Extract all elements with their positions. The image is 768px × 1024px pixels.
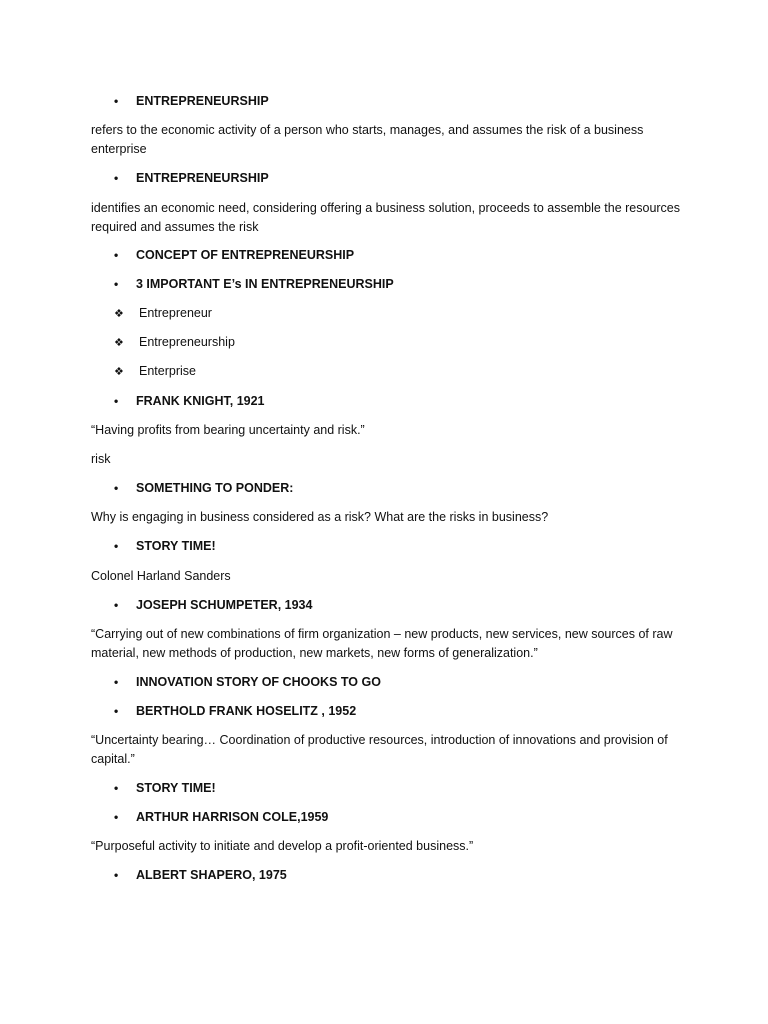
bullet-heading: [114, 275, 394, 294]
heading-text: BERTHOLD FRANK HOSELITZ , 1952: [136, 704, 357, 718]
bullet-icon: •: [114, 675, 119, 689]
paragraph: risk: [91, 452, 111, 466]
paragraph: Why is engaging in business considered as a risk? What are the risks in business?: [91, 510, 549, 524]
paragraph: Colonel Harland Sanders: [91, 569, 231, 583]
heading-text: STORY TIME!: [136, 781, 216, 795]
bullet-icon: •: [114, 539, 119, 553]
paragraph: refers to the economic activity of a person who starts, manages, and assumes the risk of a business enterprise: [91, 123, 644, 156]
heading-text: INNOVATION STORY OF CHOOKS TO GO: [136, 675, 381, 689]
diamond-list-item: [114, 304, 212, 324]
heading-text: JOSEPH SCHUMPETER, 1934: [136, 598, 313, 612]
bullet-icon: •: [114, 598, 119, 612]
heading-text: SOMETHING TO PONDER:: [136, 481, 294, 495]
heading-text: FRANK KNIGHT, 1921: [136, 394, 265, 408]
diamond-bullet-icon: ❖: [114, 337, 124, 349]
bullet-heading: [114, 866, 287, 885]
heading-text: STORY TIME!: [136, 539, 216, 553]
quote-paragraph: “Uncertainty bearing… Coordination of productive resources, introduction of innovations and provision of capital.”: [91, 733, 668, 766]
bullet-icon: •: [114, 394, 119, 408]
bullet-heading: [114, 673, 381, 692]
bullet-icon: •: [114, 810, 119, 824]
bullet-icon: •: [114, 94, 119, 108]
bullet-heading: [114, 779, 216, 798]
heading-text: ARTHUR HARRISON COLE,1959: [136, 810, 329, 824]
list-item-text: Entrepreneurship: [139, 335, 235, 349]
bullet-heading: [114, 392, 265, 411]
heading-text: 3 IMPORTANT E’s IN ENTREPRENEURSHIP: [136, 277, 394, 291]
list-item-text: Entrepreneur: [139, 306, 212, 320]
bullet-heading: [114, 246, 354, 265]
diamond-bullet-icon: ❖: [114, 366, 124, 378]
bullet-icon: •: [114, 277, 119, 291]
bullet-icon: •: [114, 704, 119, 718]
bullet-heading: [114, 537, 216, 556]
heading-text: ENTREPRENEURSHIP: [136, 171, 269, 185]
bullet-heading: [114, 479, 293, 498]
diamond-list-item: [114, 362, 196, 382]
bullet-icon: •: [114, 781, 119, 795]
bullet-icon: •: [114, 868, 119, 882]
bullet-icon: •: [114, 171, 119, 185]
quote-paragraph: “Purposeful activity to initiate and develop a profit-oriented business.”: [91, 839, 474, 853]
diamond-list-item: [114, 333, 235, 353]
list-item-text: Enterprise: [139, 364, 196, 378]
quote-paragraph: “Having profits from bearing uncertainty and risk.”: [91, 423, 365, 437]
heading-text: ENTREPRENEURSHIP: [136, 94, 269, 108]
bullet-heading: [114, 596, 312, 615]
bullet-heading: [114, 92, 269, 111]
heading-text: ALBERT SHAPERO, 1975: [136, 868, 287, 882]
bullet-icon: •: [114, 248, 119, 262]
quote-paragraph: “Carrying out of new combinations of firm organization – new products, new services, new sources of raw material, new methods of production, new markets, new forms of generalization.”: [91, 627, 673, 660]
paragraph: identifies an economic need, considering offering a business solution, proceeds to assemble the resources required and assumes the risk: [91, 201, 681, 234]
bullet-heading: [114, 169, 269, 188]
bullet-heading: [114, 702, 356, 721]
heading-text: CONCEPT OF ENTREPRENEURSHIP: [136, 248, 355, 262]
diamond-bullet-icon: ❖: [114, 308, 124, 320]
bullet-heading: [114, 808, 328, 827]
bullet-icon: •: [114, 481, 119, 495]
